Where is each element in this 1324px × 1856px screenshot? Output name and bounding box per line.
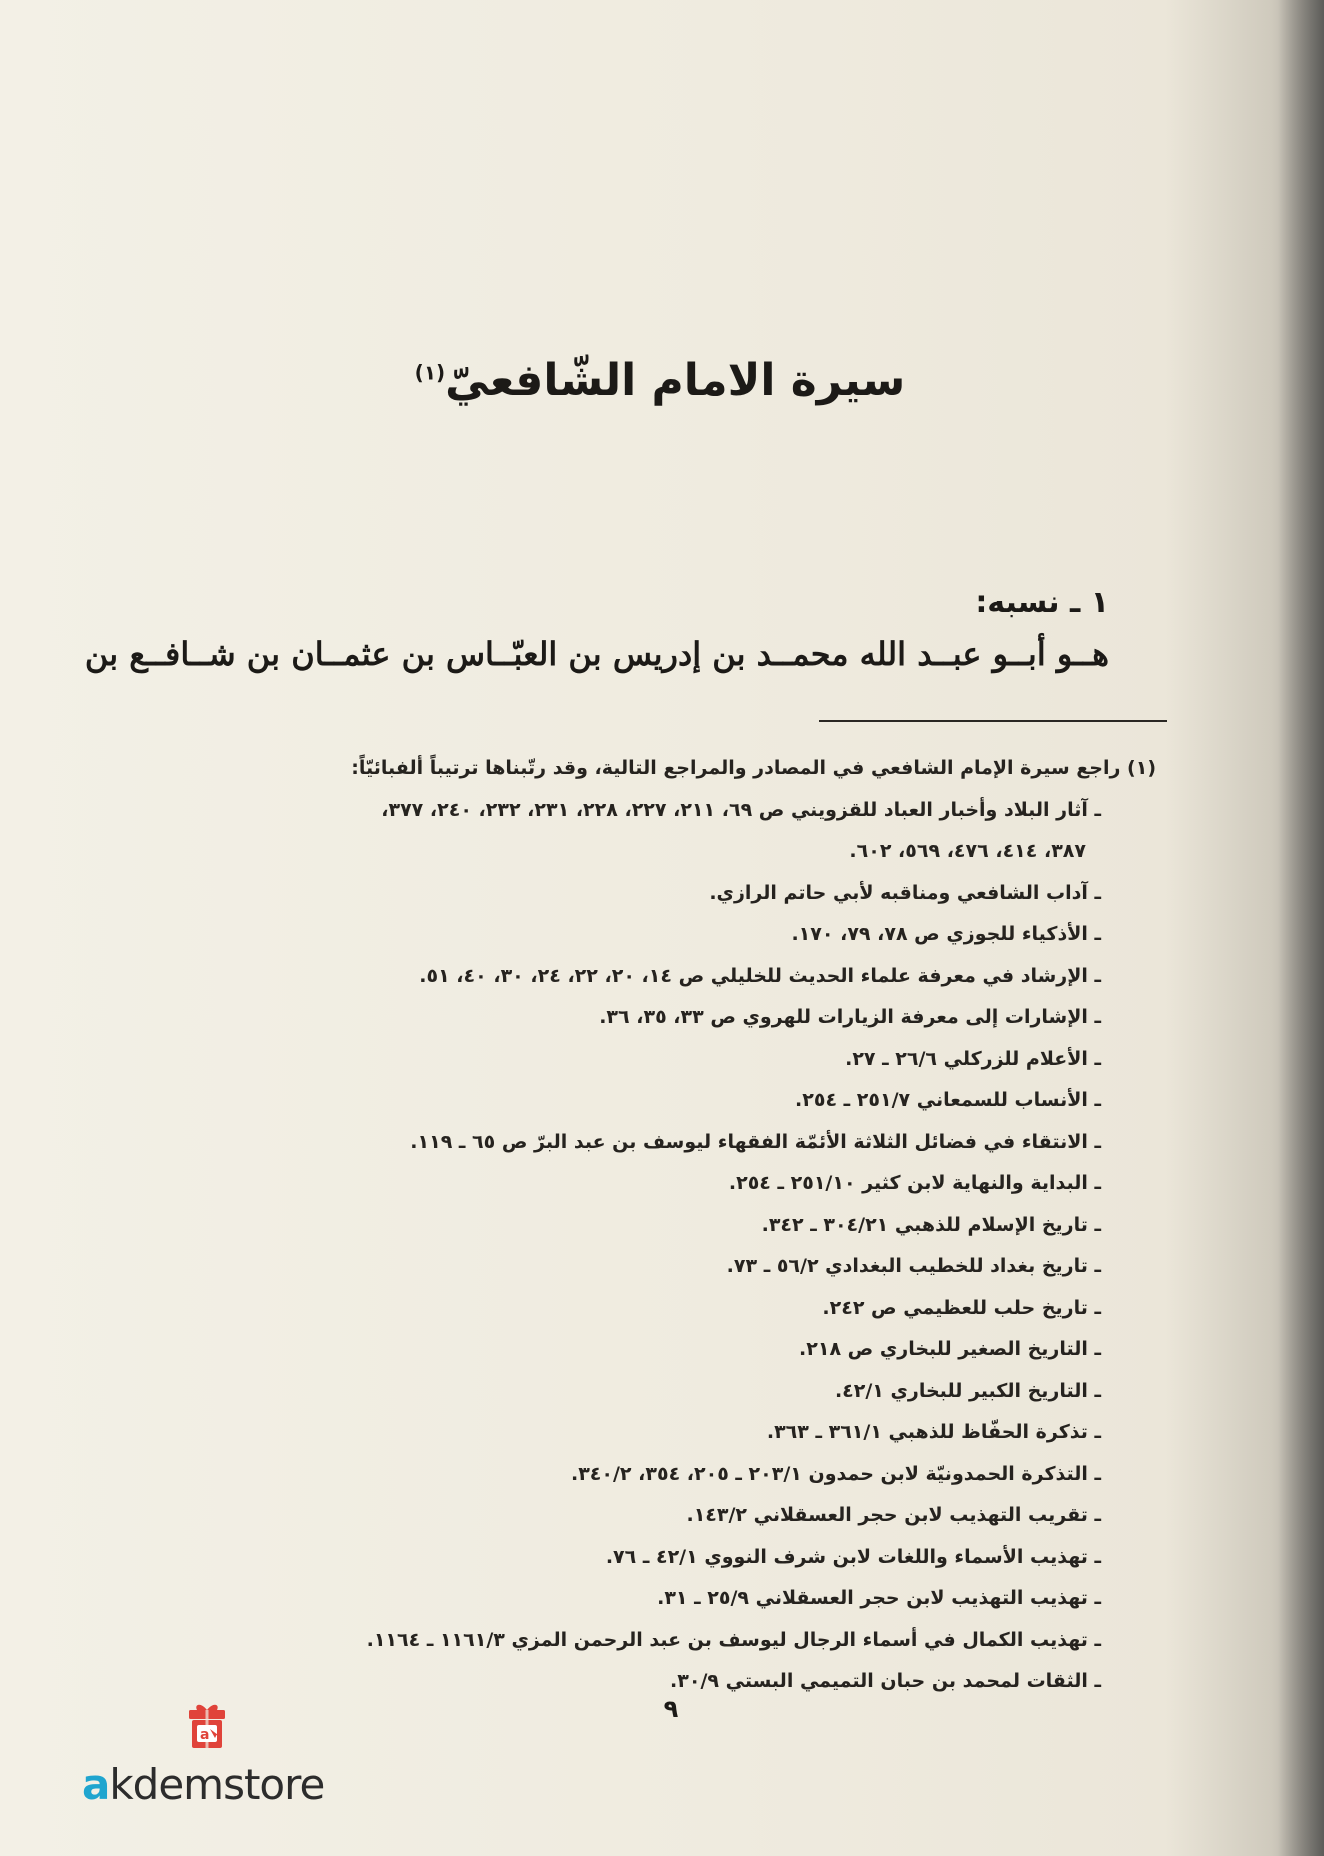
footnote-item: ـ تاريخ الإسلام للذهبي ٣٠٤/٢١ ـ ٣٤٢. [761,1213,1101,1236]
footnote-item: ـ الانتقاء في فضائل الثلاثة الأئمّة الفقهاء ليوسف بن عبد البرّ ص ٦٥ ـ ١١٩. [410,1130,1101,1153]
footnote-item: ـ الأذكياء للجوزي ص ٧٨، ٧٩، ١٧٠. [791,923,1101,945]
footnote-item: ـ الإرشاد في معرفة علماء الحديث للخليلي ص ١٤، ٢٠، ٢٢، ٢٤، ٣٠، ٤٠، ٥١. [419,964,1101,987]
footnote-item: ـ آداب الشافعي ومناقبه لأبي حاتم الرازي. [709,881,1101,904]
footnote-item: ـ الأعلام للزركلي ٢٦/٦ ـ ٢٧. [845,1047,1101,1070]
footnote-item-continuation: ٣٨٧، ٤١٤، ٤٧٦، ٥٦٩، ٦٠٢. [849,840,1086,862]
page-binding-shadow [1278,0,1324,1856]
footnote-item: ـ الأنساب للسمعاني ٢٥١/٧ ـ ٢٥٤. [795,1089,1101,1111]
footnote-item: ـ الثقات لمحمد بن حبان التميمي البستي ٣٠/٩. [670,1670,1101,1692]
body-text-line: هــو أبــو عبــد الله محمــد بن إدريس بن العبّــاس بن عثمــان بن شــافــع بن [84,635,1109,673]
footnote-intro: (١) راجع سيرة الإمام الشافعي في المصادر والمراجع التالية، وقد رتّبناها ترتيباً ألفبائيّاً: [351,757,1156,779]
footnote-item: ـ التاريخ الصغير للبخاري ص ٢١٨. [799,1338,1101,1360]
footnote-item: ـ التاريخ الكبير للبخاري ٤٢/١. [834,1379,1101,1402]
store-name: akdemstore [82,1760,325,1809]
gift-box-cart-icon [185,1700,229,1762]
store-watermark-logo [82,1700,362,1810]
title-footnote-marker: (١) [414,360,446,385]
svg-text:a: a [200,1727,210,1743]
footnote-item: ـ تاريخ حلب للعظيمي ص ٢٤٢. [822,1296,1101,1319]
footnote-item: ـ تذكرة الحفّاظ للذهبي ٣٦١/١ ـ ٣٦٣. [766,1421,1101,1443]
footnote-item: ـ تهذيب الأسماء واللغات لابن شرف النووي ٤٢/١ ـ ٧٦. [605,1545,1101,1568]
footnote-item: ـ تهذيب الكمال في أسماء الرجال ليوسف بن عبد الرحمن المزي ١١٦١/٣ ـ ١١٦٤. [366,1628,1101,1651]
footnote-separator [819,720,1167,722]
footnote-item: ـ تقريب التهذيب لابن حجر العسقلاني ١٤٣/٢. [686,1504,1101,1526]
title-text: سيرة الامام الشّافعيّ [445,355,906,406]
section-heading: ١ ـ نسبه: [975,585,1109,620]
footnote-item: ـ الإشارات إلى معرفة الزيارات للهروي ص ٣٣، ٣٥، ٣٦. [599,1006,1101,1028]
footnote-item: ـ آثار البلاد وأخبار العباد للقزويني ص ٦٩، ٢١١، ٢٢٧، ٢٢٨، ٢٣١، ٢٣٢، ٢٤٠، ٣٧٧، [381,798,1101,821]
footnotes-block [176,748,1156,1703]
footnote-item: ـ التذكرة الحمدونيّة لابن حمدون ٢٠٣/١ ـ ٢٠٥، ٣٥٤، ٣٤٠/٢. [570,1462,1101,1485]
page-number: ٩ [663,1695,679,1723]
page-title [300,355,1020,406]
footnote-item: ـ البداية والنهاية لابن كثير ٢٥١/١٠ ـ ٢٥٤. [728,1172,1101,1194]
footnote-item: ـ تاريخ بغداد للخطيب البغدادي ٥٦/٢ ـ ٧٣. [726,1255,1101,1277]
footnote-item: ـ تهذيب التهذيب لابن حجر العسقلاني ٢٥/٩ ـ ٣١. [657,1587,1101,1609]
